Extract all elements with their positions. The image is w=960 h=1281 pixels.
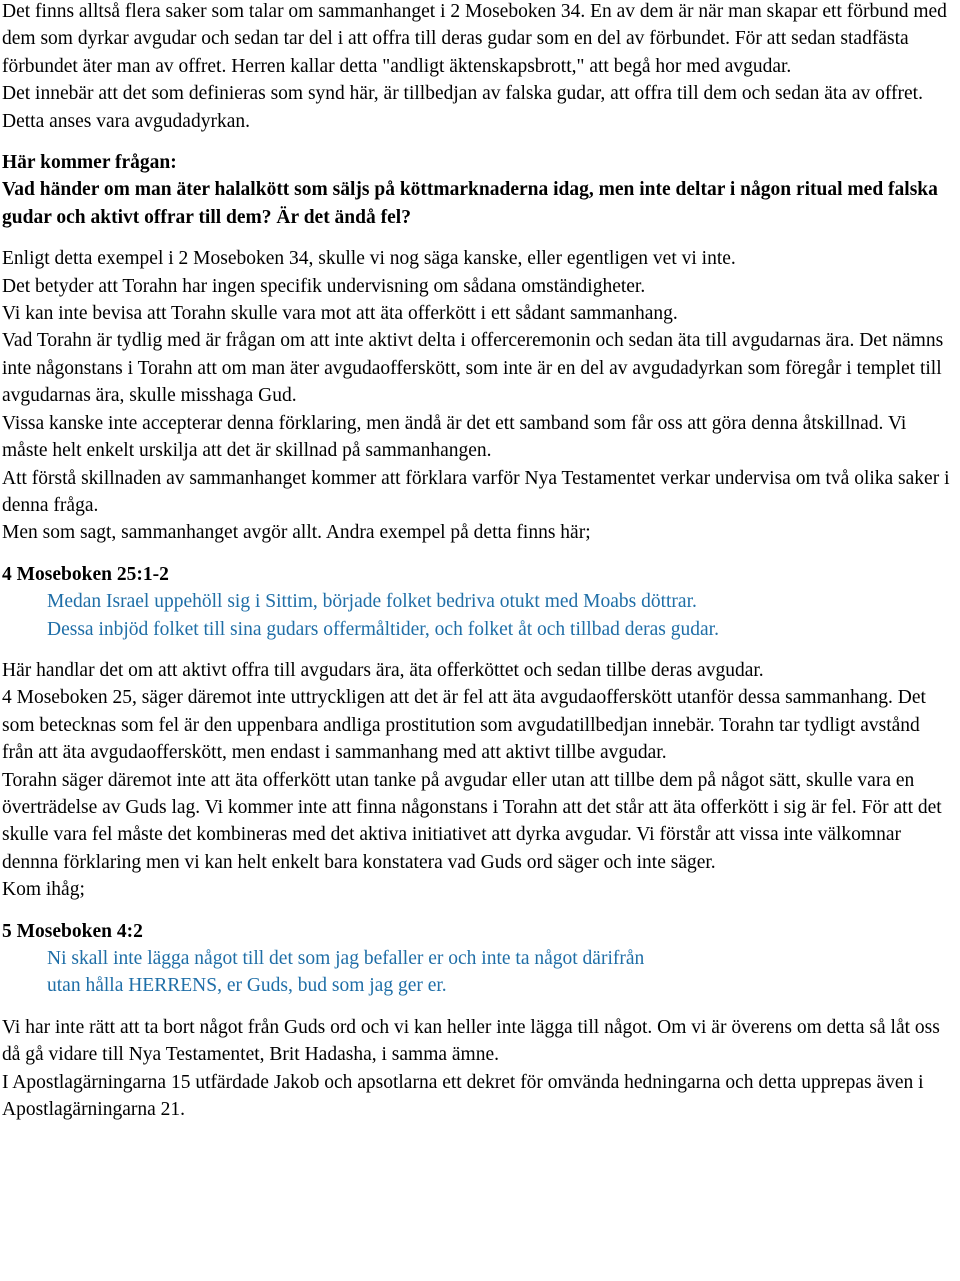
reference-title: 5 Moseboken 4:2 — [2, 920, 143, 942]
answer-section — [2, 245, 956, 546]
closing-section — [2, 1014, 956, 1124]
answer-paragraph: Enligt detta exempel i 2 Moseboken 34, skulle vi nog säga kanske, eller egentligen vet vi inte. — [2, 248, 736, 270]
commentary-paragraph: Här handlar det om att aktivt offra till avgudars ära, äta offerköttet och sedan tillbe deras avgudar. — [2, 659, 764, 681]
commentary-section — [2, 657, 956, 904]
answer-paragraph: Vi kan inte bevisa att Torahn skulle vara mot att äta offerkött i ett sådant sammanhang. — [2, 303, 678, 325]
closing-paragraph: I Apostlagärningarna 15 utfärdade Jakob och apsotlarna ett dekret för omvända hedningarna och detta upprepas även i Apostlagärningarna 21. — [2, 1071, 924, 1121]
answer-paragraph: Vad Torahn är tydlig med är frågan om att inte aktivt delta i offerceremonin och sedan äta till avgudarnas ära. Det nämns inte någonstans i Torahn att om man äter avgudaofferskött, som inte är en del av avgudadyrkan som föregår i templet till avgudarnas ära, skulle misshaga Gud. — [2, 330, 944, 407]
scripture-quote-line: Dessa inbjöd folket till sina gudars offermåltider, och folket åt och tillbad deras gudar. — [47, 618, 719, 640]
intro-paragraph: Det innebär att det som definieras som synd här, är tillbedjan av falska gudar, att offra till dem och sedan äta av offret. Detta anses vara avgudadyrkan. — [2, 83, 923, 132]
answer-paragraph: Vissa kanske inte accepterar denna förklaring, men ändå är det ett samband som får oss att göra denna åtskillnad. Vi måste helt enkelt urskilja att det är skillnad på sammanhangen. — [2, 412, 907, 462]
question-text: Vad händer om man äter halalkött som säljs på köttmarknaderna idag, men inte deltar i någon ritual med falska gudar och aktivt offrar till dem? Är det ändå fel? — [2, 179, 938, 228]
answer-paragraph: Att förstå skillnaden av sammanhanget kommer att förklara varför Nya Testamentet verkar undervisa om två olika saker i denna fråga. — [2, 467, 950, 516]
question-heading: Här kommer frågan: — [2, 152, 177, 174]
commentary-paragraph: 4 Moseboken 25, säger däremot inte uttryckligen att det är fel att äta avgudaofferskött utanför dessa sammanhang. Det som betecknas som fel är den uppenbara andliga prostitution som avgudatillbedjan innebär. Torahn tar tydligt avstånd från att äta avgudaofferskött, men endast i sammanhang med att aktivt tillbe avgudar. — [2, 687, 926, 764]
question-section — [2, 149, 956, 231]
scripture-reference-deuteronomy — [2, 918, 956, 1000]
answer-paragraph: Men som sagt, sammanhanget avgör allt. Andra exempel på detta finns här; — [2, 522, 591, 544]
scripture-quote-line: utan hålla HERRENS, er Guds, bud som jag ger er. — [47, 975, 447, 997]
closing-paragraph: Vi har inte rätt att ta bort något från Guds ord och vi kan heller inte lägga till något. Om vi är överens om detta så låt oss då gå vidare till Nya Testamentet, Brit Hadasha, i samma ämne. — [2, 1016, 940, 1066]
intro-section — [2, 0, 956, 135]
commentary-paragraph: Torahn säger däremot inte att äta offerkött utan tanke på avgudar eller utan att tillbe dem på något sätt, skulle vara en överträdelse av Guds lag. Vi kommer inte att finna någonstans i Torahn att det står att äta offerkött i sig är fel. För att det skulle vara fel måste det kombineras med det aktiva initiativet att dyrka avgudar. Vi förstår att vissa inte välkomnar dennna förklaring men vi kan helt enkelt bara konstatera vad Guds ord säger och inte säger. — [2, 769, 942, 873]
reference-title: 4 Moseboken 25:1-2 — [2, 563, 169, 585]
answer-paragraph: Det betyder att Torahn har ingen specifik undervisning om sådana omständigheter. — [2, 275, 646, 297]
commentary-paragraph: Kom ihåg; — [2, 879, 85, 901]
scripture-quote-line: Medan Israel uppehöll sig i Sittim, började folket bedriva otukt med Moabs döttrar. — [47, 591, 697, 613]
scripture-quote-line: Ni skall inte lägga något till det som jag befaller er och inte ta något därifrån — [47, 948, 645, 969]
intro-paragraph: Det finns alltså flera saker som talar om sammanhanget i 2 Moseboken 34. En av dem är när man skapar ett förbund med dem som dyrkar avgudar och sedan tar del i att offra till deras gudar som en del av förbundet. För att sedan stadfästa förbundet äter man av offret. Herren kallar detta "andligt äktenskapsbrott," att begå hor med avgudar. — [2, 1, 947, 77]
scripture-reference-numbers — [2, 561, 956, 643]
